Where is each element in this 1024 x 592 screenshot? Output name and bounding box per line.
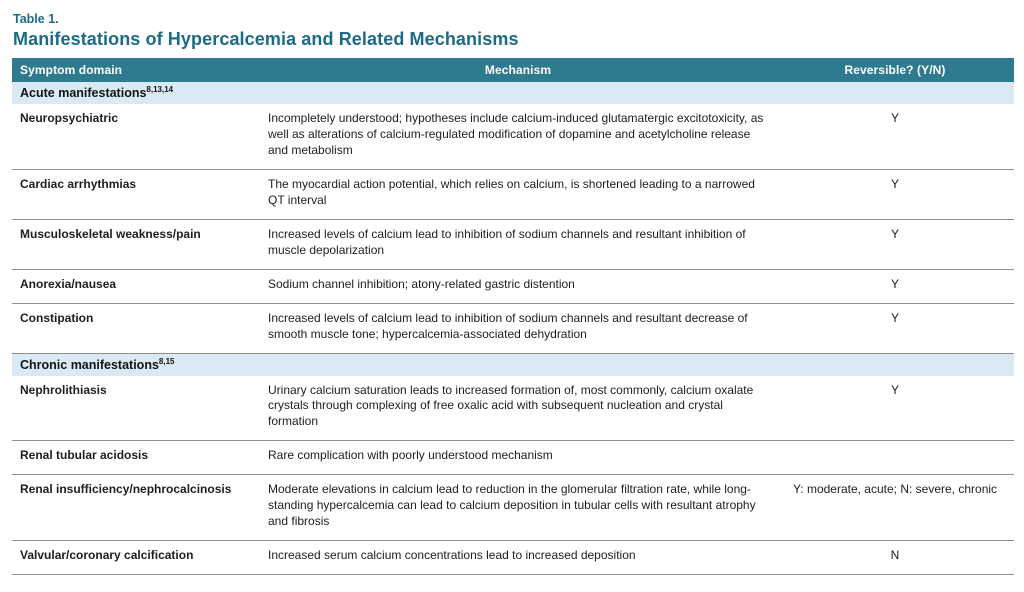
reversible-cell: Y	[776, 303, 1014, 353]
table-row	[12, 303, 1014, 353]
manifestations-table	[12, 58, 1014, 575]
section-citation-superscript: 8,15	[158, 356, 175, 366]
symptom-domain-cell: Anorexia/nausea	[12, 269, 260, 303]
reversible-cell: Y: moderate, acute; N: severe, chronic	[776, 475, 1014, 541]
mechanism-cell: Urinary calcium saturation leads to increased formation of, most commonly, calcium oxalate crystals through complexing of free oxalic acid with subsequent nucleation and crystal formation	[260, 376, 776, 441]
symptom-domain-cell: Valvular/coronary calcification	[12, 541, 260, 575]
mechanism-cell: Rare complication with poorly understood mechanism	[260, 441, 776, 475]
symptom-domain-cell: Renal tubular acidosis	[12, 441, 260, 475]
table-title: Manifestations of Hypercalcemia and Related Mechanisms	[13, 29, 519, 49]
reversible-cell: Y	[776, 104, 1014, 169]
mechanism-cell: Increased levels of calcium lead to inhibition of sodium channels and resultant decrease of smooth muscle tone; hypercalcemia-associated dehydration	[260, 303, 776, 353]
reversible-cell: Y	[776, 169, 1014, 219]
reversible-cell: Y	[776, 376, 1014, 441]
section-label: Chronic manifestations	[20, 357, 159, 372]
table-row	[12, 269, 1014, 303]
table-row	[12, 441, 1014, 475]
reversible-cell: Y	[776, 269, 1014, 303]
section-label-cell	[12, 82, 1014, 104]
mechanism-cell: Sodium channel inhibition; atony-related gastric distention	[260, 269, 776, 303]
symptom-domain-cell: Nephrolithiasis	[12, 376, 260, 441]
symptom-domain-cell: Cardiac arrhythmias	[12, 169, 260, 219]
table-row	[12, 376, 1014, 441]
section-label: Acute manifestations	[20, 86, 147, 100]
mechanism-cell: Increased serum calcium concentrations lead to increased deposition	[260, 541, 776, 575]
mechanism-cell: The myocardial action potential, which relies on calcium, is shortened leading to a narrowed QT interval	[260, 169, 776, 219]
section-label-cell	[12, 353, 1014, 376]
section-citation-superscript: 8,13,14	[146, 84, 174, 94]
section-row-chronic-manifestations	[12, 353, 1014, 376]
table-row	[12, 104, 1014, 169]
symptom-domain-cell: Renal insufficiency/nephrocalcinosis	[12, 475, 260, 541]
symptom-domain-cell: Musculoskeletal weakness/pain	[12, 219, 260, 269]
table-row	[12, 541, 1014, 575]
table-row	[12, 169, 1014, 219]
section-row-acute-manifestations	[12, 82, 1014, 104]
table-label: Table 1.	[13, 12, 59, 26]
reversible-cell: Y	[776, 219, 1014, 269]
mechanism-cell: Incompletely understood; hypotheses include calcium-induced glutamatergic excitotoxicity, as well as alterations of calcium-regulated modification of dopamine and acetylcholine release and metabolism	[260, 104, 776, 169]
table-row	[12, 475, 1014, 541]
reversible-cell	[776, 441, 1014, 475]
column-header-symptom-domain: Symptom domain	[12, 58, 260, 82]
mechanism-cell: Moderate elevations in calcium lead to reduction in the glomerular filtration rate, while long-standing hypercalcemia can lead to calcium deposition in tubular cells with resultant atrophy and fibrosis	[260, 475, 776, 541]
column-header-mechanism: Mechanism	[260, 58, 776, 82]
column-header-reversible: Reversible? (Y/N)	[776, 58, 1014, 82]
reversible-cell: N	[776, 541, 1014, 575]
mechanism-cell: Increased levels of calcium lead to inhibition of sodium channels and resultant inhibition of muscle depolarization	[260, 219, 776, 269]
table-row	[12, 219, 1014, 269]
symptom-domain-cell: Neuropsychiatric	[12, 104, 260, 169]
table-header-row	[12, 58, 1014, 82]
symptom-domain-cell: Constipation	[12, 303, 260, 353]
